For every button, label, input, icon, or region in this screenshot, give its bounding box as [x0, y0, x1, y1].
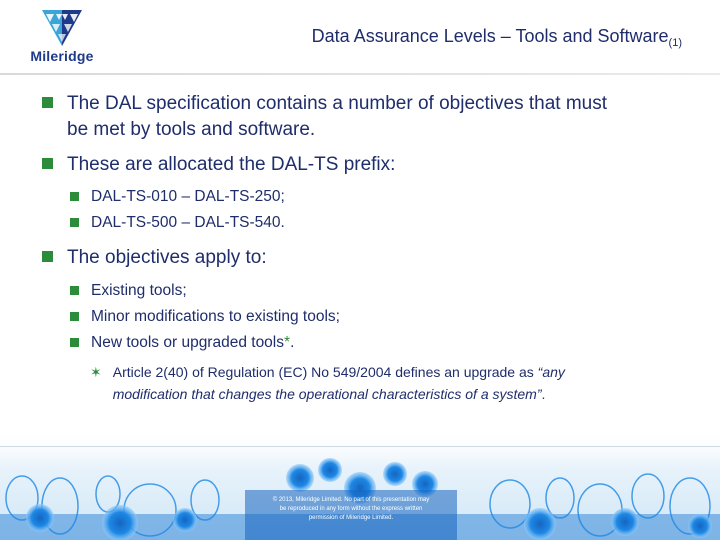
copyright-line: be reproduced in any form without the express written: [279, 506, 423, 512]
bullet-square-icon: [42, 251, 53, 262]
sub-bullet-item: [70, 280, 187, 302]
bullet-square-icon: [70, 218, 79, 227]
copyright-line: permission of Mileridge Limited.: [308, 515, 394, 521]
sub-bullet-text: Existing tools;: [91, 282, 187, 299]
sub-bullet-item: [70, 212, 285, 234]
title-suffix: (1): [668, 37, 682, 49]
sub-bullet-end: .: [290, 334, 295, 351]
bullet-text: [67, 91, 607, 143]
title-text: Data Assurance Levels – Tools and Software: [311, 26, 669, 46]
note-quote: modification that changes the operational characteristics of a system”: [112, 386, 542, 402]
sub-bullet-text: [91, 332, 294, 354]
sub-bullet-label: New tools or upgraded tools: [91, 334, 285, 351]
bullet-square-icon: [70, 192, 79, 201]
copyright-notice: [245, 496, 457, 523]
logo-text: Mileridge: [30, 48, 94, 64]
asterisk-bullet-icon: ✶: [90, 364, 102, 380]
note-item: [90, 361, 690, 405]
sub-bullet-text: Minor modifications to existing tools;: [91, 308, 340, 325]
bullet-square-icon: [42, 158, 53, 169]
sub-bullet-item: [70, 306, 340, 328]
bullet-square-icon: [70, 286, 79, 295]
footnote-marker: *: [284, 334, 291, 351]
bullet-item-1: [42, 91, 702, 143]
note-quote-start: “any: [537, 364, 565, 380]
note-line-2: [113, 383, 565, 405]
sub-bullet-item: [70, 186, 285, 208]
note-line-1: [113, 361, 565, 383]
bullet-line: be met by tools and software.: [67, 119, 316, 140]
bullet-text: The objectives apply to:: [67, 247, 267, 268]
note-text: [113, 361, 565, 405]
bullet-square-icon: [70, 312, 79, 321]
note-plain: Article 2(40) of Regulation (EC) No 549/2004 defines an upgrade as: [112, 364, 538, 380]
sub-bullet-item: [70, 332, 294, 354]
bullet-square-icon: [70, 338, 79, 347]
bullet-square-icon: [42, 97, 53, 108]
sub-bullet-text: DAL-TS-500 – DAL-TS-540.: [91, 214, 285, 231]
footer-decoration: [0, 428, 720, 540]
copyright-line: © 2013, Mileridge Limited. No part of this presentation may: [272, 497, 430, 503]
bullet-text: These are allocated the DAL-TS prefix:: [67, 154, 396, 175]
bullet-line: The DAL specification contains a number of objectives that must: [67, 93, 608, 114]
sub-bullet-text: DAL-TS-010 – DAL-TS-250;: [91, 188, 285, 205]
note-end: .: [541, 386, 546, 402]
bullet-item-3: [42, 245, 267, 271]
bullet-item-2: [42, 152, 395, 178]
